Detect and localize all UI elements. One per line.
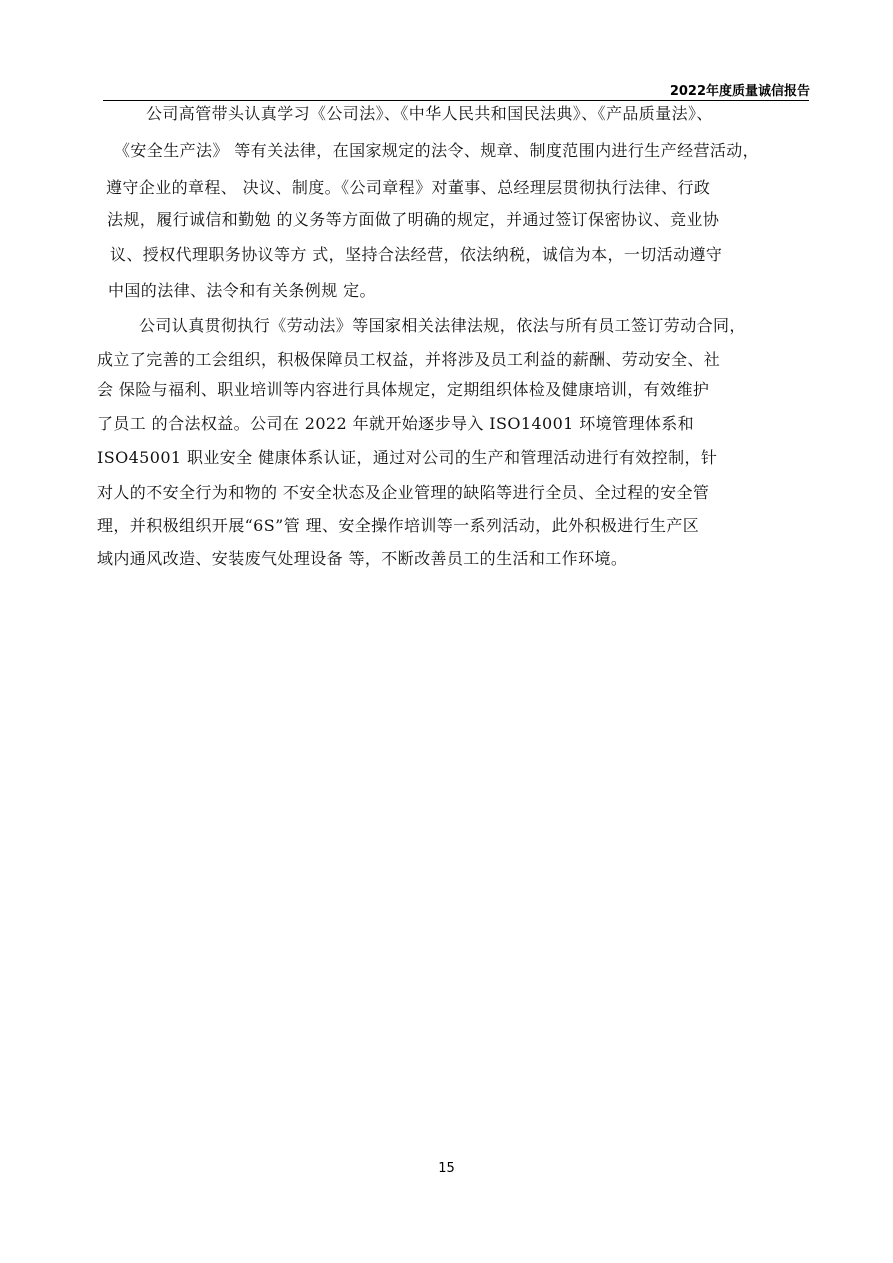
text-line: 议、授权代理职务协议等方 式，坚持合法经营，依法纳税，诚信为本，一切活动遵守 (110, 245, 723, 264)
text-line: 法规，履行诚信和勤勉 的义务等方面做了明确的规定，并通过签订保密协议、竞业协 (107, 210, 720, 229)
header-divider (103, 100, 809, 101)
text-line: ISO45001 职业安全 健康体系认证，通过对公司的生产和管理活动进行有效控制，针 (97, 448, 718, 467)
text-line: 了员工 的合法权益。公司在 2022 年就开始逐步导入 ISO14001 环境管理体系和 (97, 414, 695, 433)
text-line: 对人的不安全行为和物的 不安全状态及企业管理的缺陷等进行全员、全过程的安全管 (97, 483, 710, 502)
text-line: 成立了完善的工会组织，积极保障员工权益，并将涉及员工利益的薪酬、劳动安全、社 (97, 350, 721, 369)
header-title: 2022年度质量诚信报告 (669, 84, 810, 99)
text-line: 理，并积极组织开展“6S”管 理、安全操作培训等一系列活动，此外积极进行生产区 (97, 516, 700, 535)
text-line: 公司高管带头认真学习《公司法》、《中华人民共和国民法典》、《产品质量法》、 (146, 104, 713, 123)
text-line: 中国的法律、法令和有关条例规 定。 (108, 281, 376, 300)
page-number: 15 (438, 1161, 455, 1176)
text-line: 遵守企业的章程、 决议、制度。《公司章程》对董事、总经理层贯彻执行法律、行政 (106, 178, 711, 197)
text-line: 公司认真贯彻执行《劳动法》等国家相关法律法规，依法与所有员工签订劳动合同， (139, 316, 746, 335)
text-line: 域内通风改造、安装废气处理设备 等，不断改善员工的生活和工作环境。 (97, 549, 628, 568)
text-line: 会 保险与福利、职业培训等内容进行具体规定，定期组织体检及健康培训，有效维护 (97, 380, 710, 399)
text-line: 《安全生产法》 等有关法律，在国家规定的法令、规章、制度范围内进行生产经营活动， (114, 141, 760, 160)
